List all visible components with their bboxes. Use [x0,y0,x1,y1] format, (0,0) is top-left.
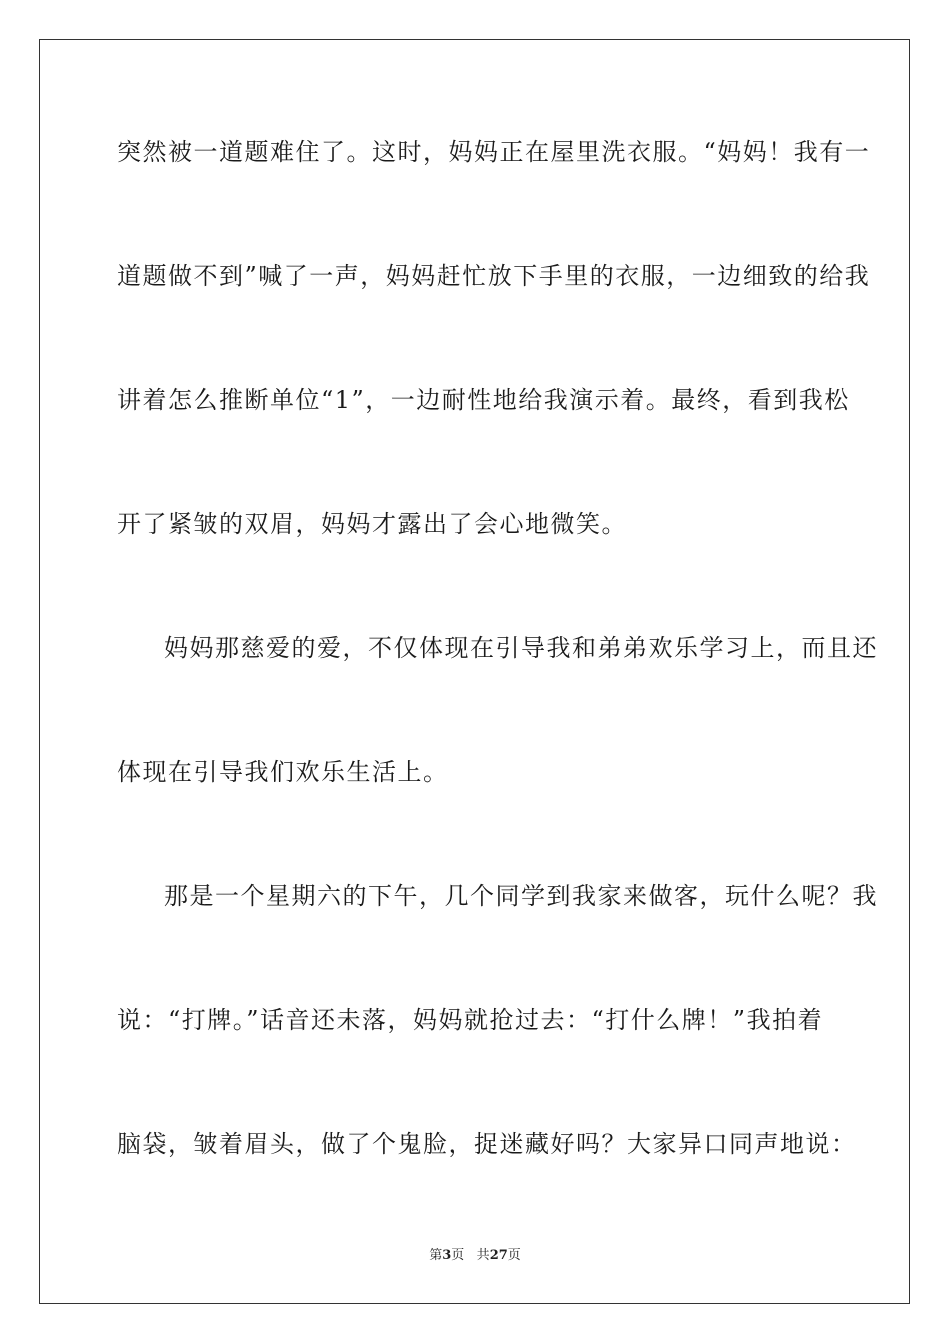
body-line-4: 开了紧皱的双眉，妈妈才露出了会心地微笑。 [117,510,627,538]
body-line-1: 突然被一道题难住了。这时，妈妈正在屋里洗衣服。“妈妈！我有一 [117,138,871,166]
body-line-8: 说：“打牌。”话音还未落，妈妈就抢过去：“打什么牌！”我拍着 [117,1006,824,1034]
body-line-7: 那是一个星期六的下午，几个同学到我家来做客，玩什么呢？我 [164,882,878,910]
body-line-6: 体现在引导我们欢乐生活上。 [117,758,449,786]
body-line-5: 妈妈那慈爱的爱，不仅体现在引导我和弟弟欢乐学习上，而且还 [164,634,878,662]
body-line-3: 讲着怎么推断单位“1”，一边耐性地给我演示着。最终，看到我松 [117,386,850,414]
footer-total-pages: 27 [489,1248,508,1263]
footer-page-suffix: 页 [451,1248,465,1263]
footer-total-prefix: 共 [476,1248,490,1263]
footer-page-prefix: 第 [429,1248,443,1263]
body-line-2: 道题做不到”喊了一声，妈妈赶忙放下手里的衣服，一边细致的给我 [117,262,871,290]
footer-page-number: 3 [442,1248,452,1263]
footer-total-suffix: 页 [507,1248,521,1263]
page-footer [0,1247,950,1265]
page-frame [39,39,910,1304]
body-line-9: 脑袋，皱着眉头，做了个鬼脸，捉迷藏好吗？大家异口同声地说： [117,1130,857,1158]
